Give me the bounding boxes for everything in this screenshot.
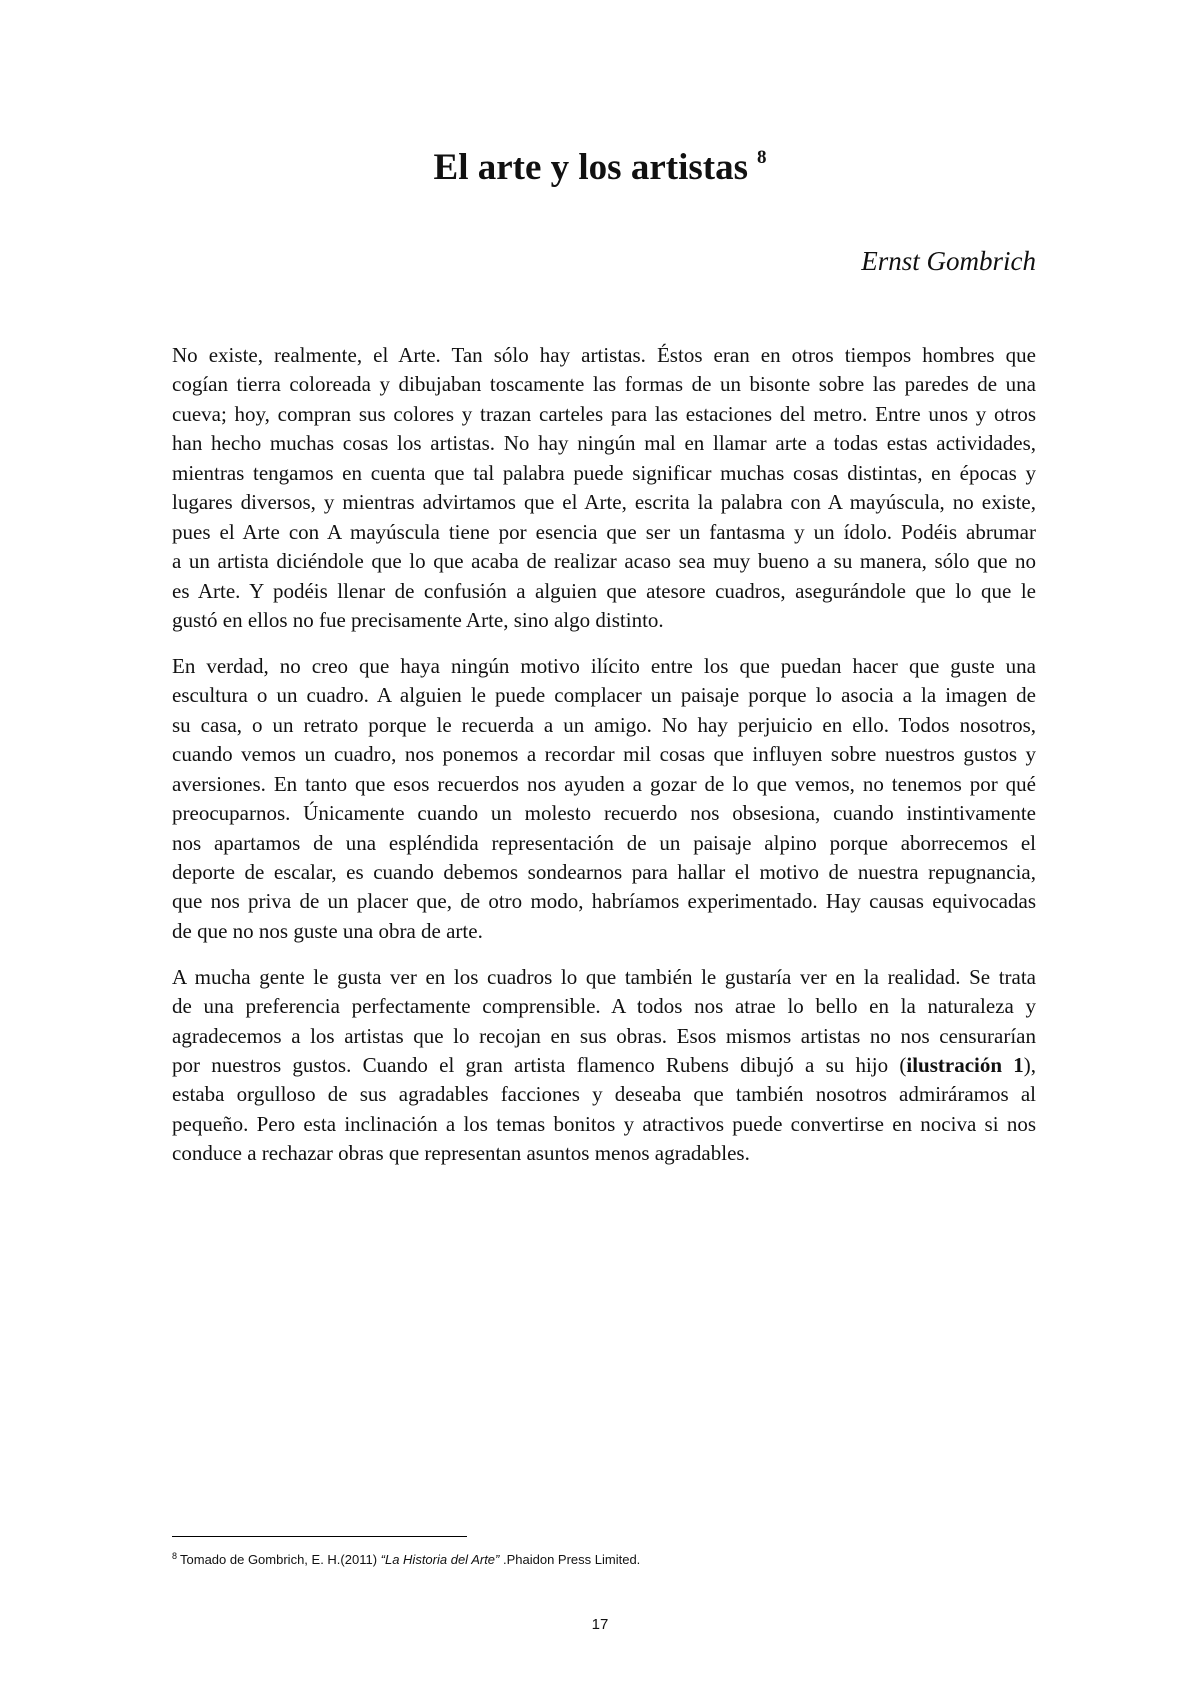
footnote-publisher: .Phaidon Press Limited. [499, 1552, 641, 1567]
text-line [172, 1051, 1036, 1080]
text-line: lugares diversos, y mientras advirtamos que el Arte, escrita la palabra con A mayúscula, no existe, [172, 490, 1036, 515]
text-line: de una preferencia perfectamente comprensible. A todos nos atrae lo bello en la naturaleza y [172, 994, 1036, 1019]
text-line: a un artista diciéndole que lo que acaba de realizar acaso sea muy bueno a su manera, sólo que no [172, 549, 1036, 574]
text-line: deporte de escalar, es cuando debemos sondearnos para hallar el motivo de nuestra repugnancia, [172, 860, 1036, 884]
text-line: de que no nos guste una obra de arte. [172, 918, 483, 943]
page-title [0, 146, 1200, 196]
text-line: es Arte. Y podéis llenar de confusión a alguien que atesore cuadros, asegurándole que lo que le [172, 578, 1036, 603]
footnote-rule [172, 1536, 467, 1537]
text-line: escultura o un cuadro. A alguien le puede complacer un paisaje porque lo asocia a la imagen de [172, 683, 1036, 708]
text-line: aversiones. En tanto que esos recuerdos nos ayuden a gozar de lo que vemos, no tenemos por qué [172, 771, 1036, 796]
footnote-text: Tomado de Gombrich, E. H.(2011) [180, 1552, 381, 1567]
illustration-reference: ilustración 1 [906, 1053, 1024, 1078]
page-number: 17 [591, 1616, 609, 1633]
text-line: cogían tierra coloreada y dibujaban toscamente las formas de un bisonte sobre las paredes de una [172, 372, 1036, 397]
text-line: mientras tengamos en cuenta que tal palabra puede significar muchas cosas distintas, en épocas y [172, 460, 1036, 485]
text-line: No existe, realmente, el Arte. Tan sólo hay artistas. Éstos eran en otros tiempos hombres que [172, 343, 1036, 367]
text-line: han hecho muchas cosas los artistas. No hay ningún mal en llamar arte a todas estas actividades, [172, 431, 1036, 456]
author-name: Ernst Gombrich [861, 246, 1036, 276]
text-line: nos apartamos de una espléndida representación de un paisaje alpino porque aborrecemos el [172, 830, 1036, 855]
text-line: que nos priva de un placer que, de otro modo, habríamos experimentado. Hay causas equivocadas [172, 889, 1036, 914]
text-segment: ), [1023, 1053, 1036, 1078]
text-line: cuando vemos un cuadro, nos ponemos a recordar mil cosas que influyen sobre nuestros gustos y [172, 742, 1036, 767]
text-line: A mucha gente le gusta ver en los cuadros lo que también le gustaría ver en la realidad. Se trata [172, 964, 1036, 989]
text-line: gustó en ellos no fue precisamente Arte, sino algo distinto. [172, 608, 664, 633]
paragraph [172, 963, 1036, 1169]
text-line: su casa, o un retrato porque le recuerda a un amigo. No hay perjuicio en ello. Todos nosotros, [172, 712, 1036, 737]
text-line: pequeño. Pero esta inclinación a los temas bonitos y atractivos puede convertirse en nociva si nos [172, 1111, 1036, 1136]
text-line: agradecemos a los artistas que lo recojan en sus obras. Esos mismos artistas no nos censurarían [172, 1023, 1036, 1048]
footnote-book-title: “La Historia del Arte” [380, 1552, 500, 1567]
footnote-ref-marker: 8 [756, 147, 767, 168]
text-segment: por nuestros gustos. Cuando el gran artista flamenco Rubens dibujó a su hijo ( [172, 1053, 907, 1078]
text-line: pues el Arte con A mayúscula tiene por esencia que ser un fantasma y un ídolo. Podéis abrumar [172, 519, 1036, 544]
text-line: conduce a rechazar obras que representan asuntos menos agradables. [172, 1141, 750, 1166]
text-line: En verdad, no creo que haya ningún motivo ilícito entre los que puedan hacer que guste una [172, 653, 1036, 678]
text-line: preocuparnos. Únicamente cuando un molesto recuerdo nos obsesiona, cuando instintivamente [172, 801, 1036, 826]
footnote-marker: 8 [172, 1551, 178, 1561]
paragraph [172, 652, 1036, 947]
paragraph [172, 341, 1036, 636]
text-line: estaba orgulloso de sus agradables facciones y deseaba que también nosotros admiráramos al [172, 1082, 1036, 1107]
page-title-text: El arte y los artistas [433, 147, 748, 188]
body-text [172, 341, 1036, 1185]
footnote [172, 1552, 640, 1569]
text-line: cueva; hoy, compran sus colores y trazan carteles para las estaciones del metro. Entre unos y otros [172, 401, 1036, 426]
